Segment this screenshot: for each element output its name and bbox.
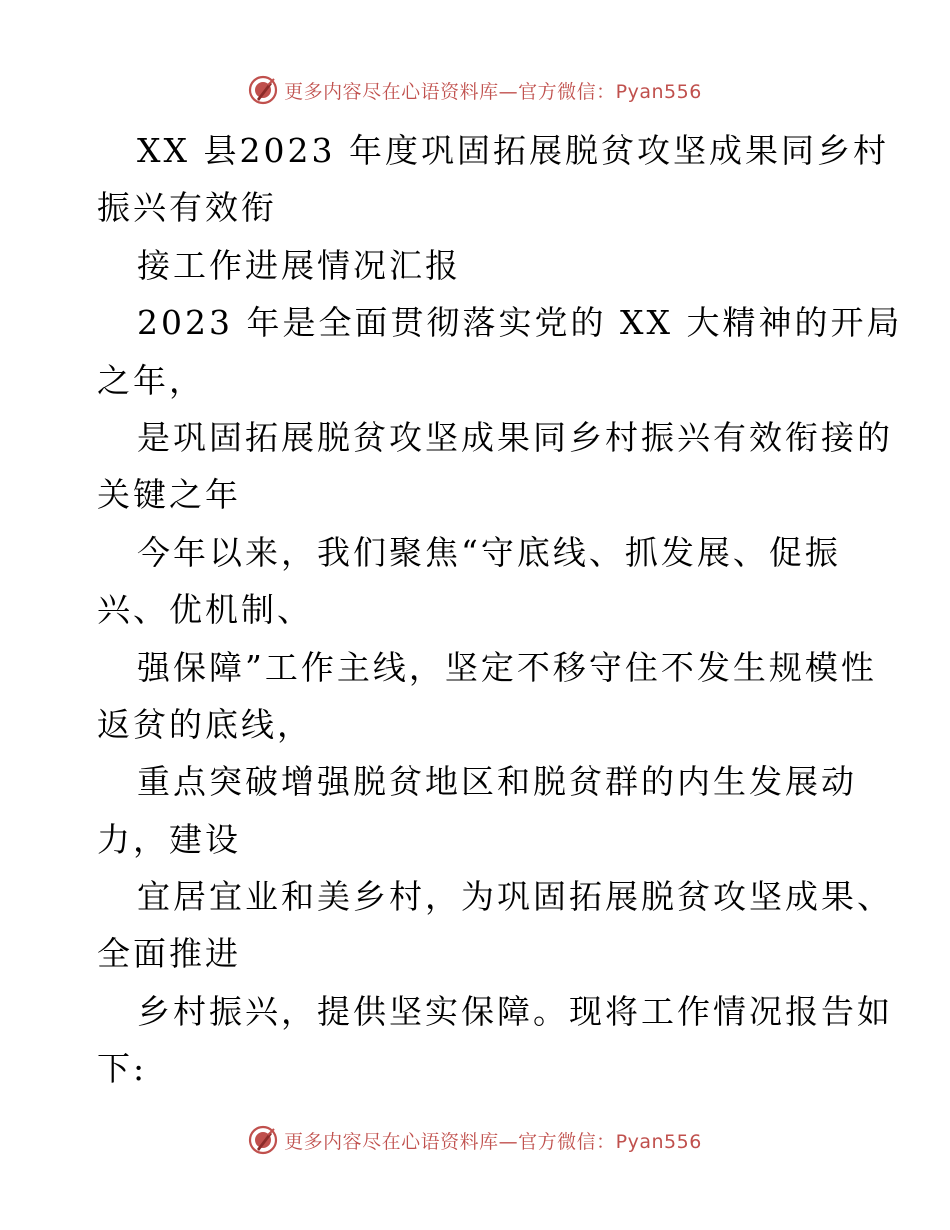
- title-line-2: 振兴有效衔: [97, 188, 277, 228]
- quill-pen-seal-icon: [248, 1125, 278, 1155]
- paragraph-line: 强保障”工作主线，坚定不移守住不发生规模性: [137, 647, 877, 687]
- header-banner-text: 更多内容尽在心语资料库—官方微信：Pyan556: [284, 80, 702, 103]
- paragraph-line: 是巩固拓展脱贫攻坚成果同乡村振兴有效衔接的: [137, 417, 893, 457]
- paragraph-line: 宜居宜业和美乡村，为巩固拓展脱贫攻坚成果、: [137, 877, 893, 917]
- paragraph-line: 全面推进: [97, 934, 241, 974]
- header-banner: [0, 70, 950, 110]
- paragraph-line: 之年，: [97, 360, 205, 400]
- paragraph-line: 下:: [97, 1049, 148, 1089]
- paragraph-line: 关键之年: [97, 475, 241, 515]
- paragraph-line: 兴、优机制、: [97, 590, 313, 630]
- paragraph-line: 2023 年是全面贯彻落实党的 XX 大精神的开局: [137, 303, 903, 343]
- paragraph-line: 返贫的底线，: [97, 704, 313, 744]
- quill-pen-seal-icon: [248, 75, 278, 105]
- footer-banner-text: 更多内容尽在心语资料库—官方微信：Pyan556: [284, 1130, 702, 1153]
- title-line-1: XX 县2023 年度巩固拓展脱贫攻坚成果同乡村: [137, 131, 889, 170]
- paragraph-line: 今年以来，我们聚焦“守底线、抓发展、促振: [137, 532, 841, 572]
- paragraph-line: 乡村振兴，提供坚实保障。现将工作情况报告如: [137, 991, 893, 1031]
- paragraph-line: 重点突破增强脱贫地区和脱贫群的内生发展动: [137, 762, 857, 802]
- title-line-3: 接工作进展情况汇报: [137, 245, 461, 285]
- document-body: [97, 122, 903, 1098]
- footer-banner: [0, 1120, 950, 1160]
- paragraph-line: 力，建设: [97, 819, 241, 859]
